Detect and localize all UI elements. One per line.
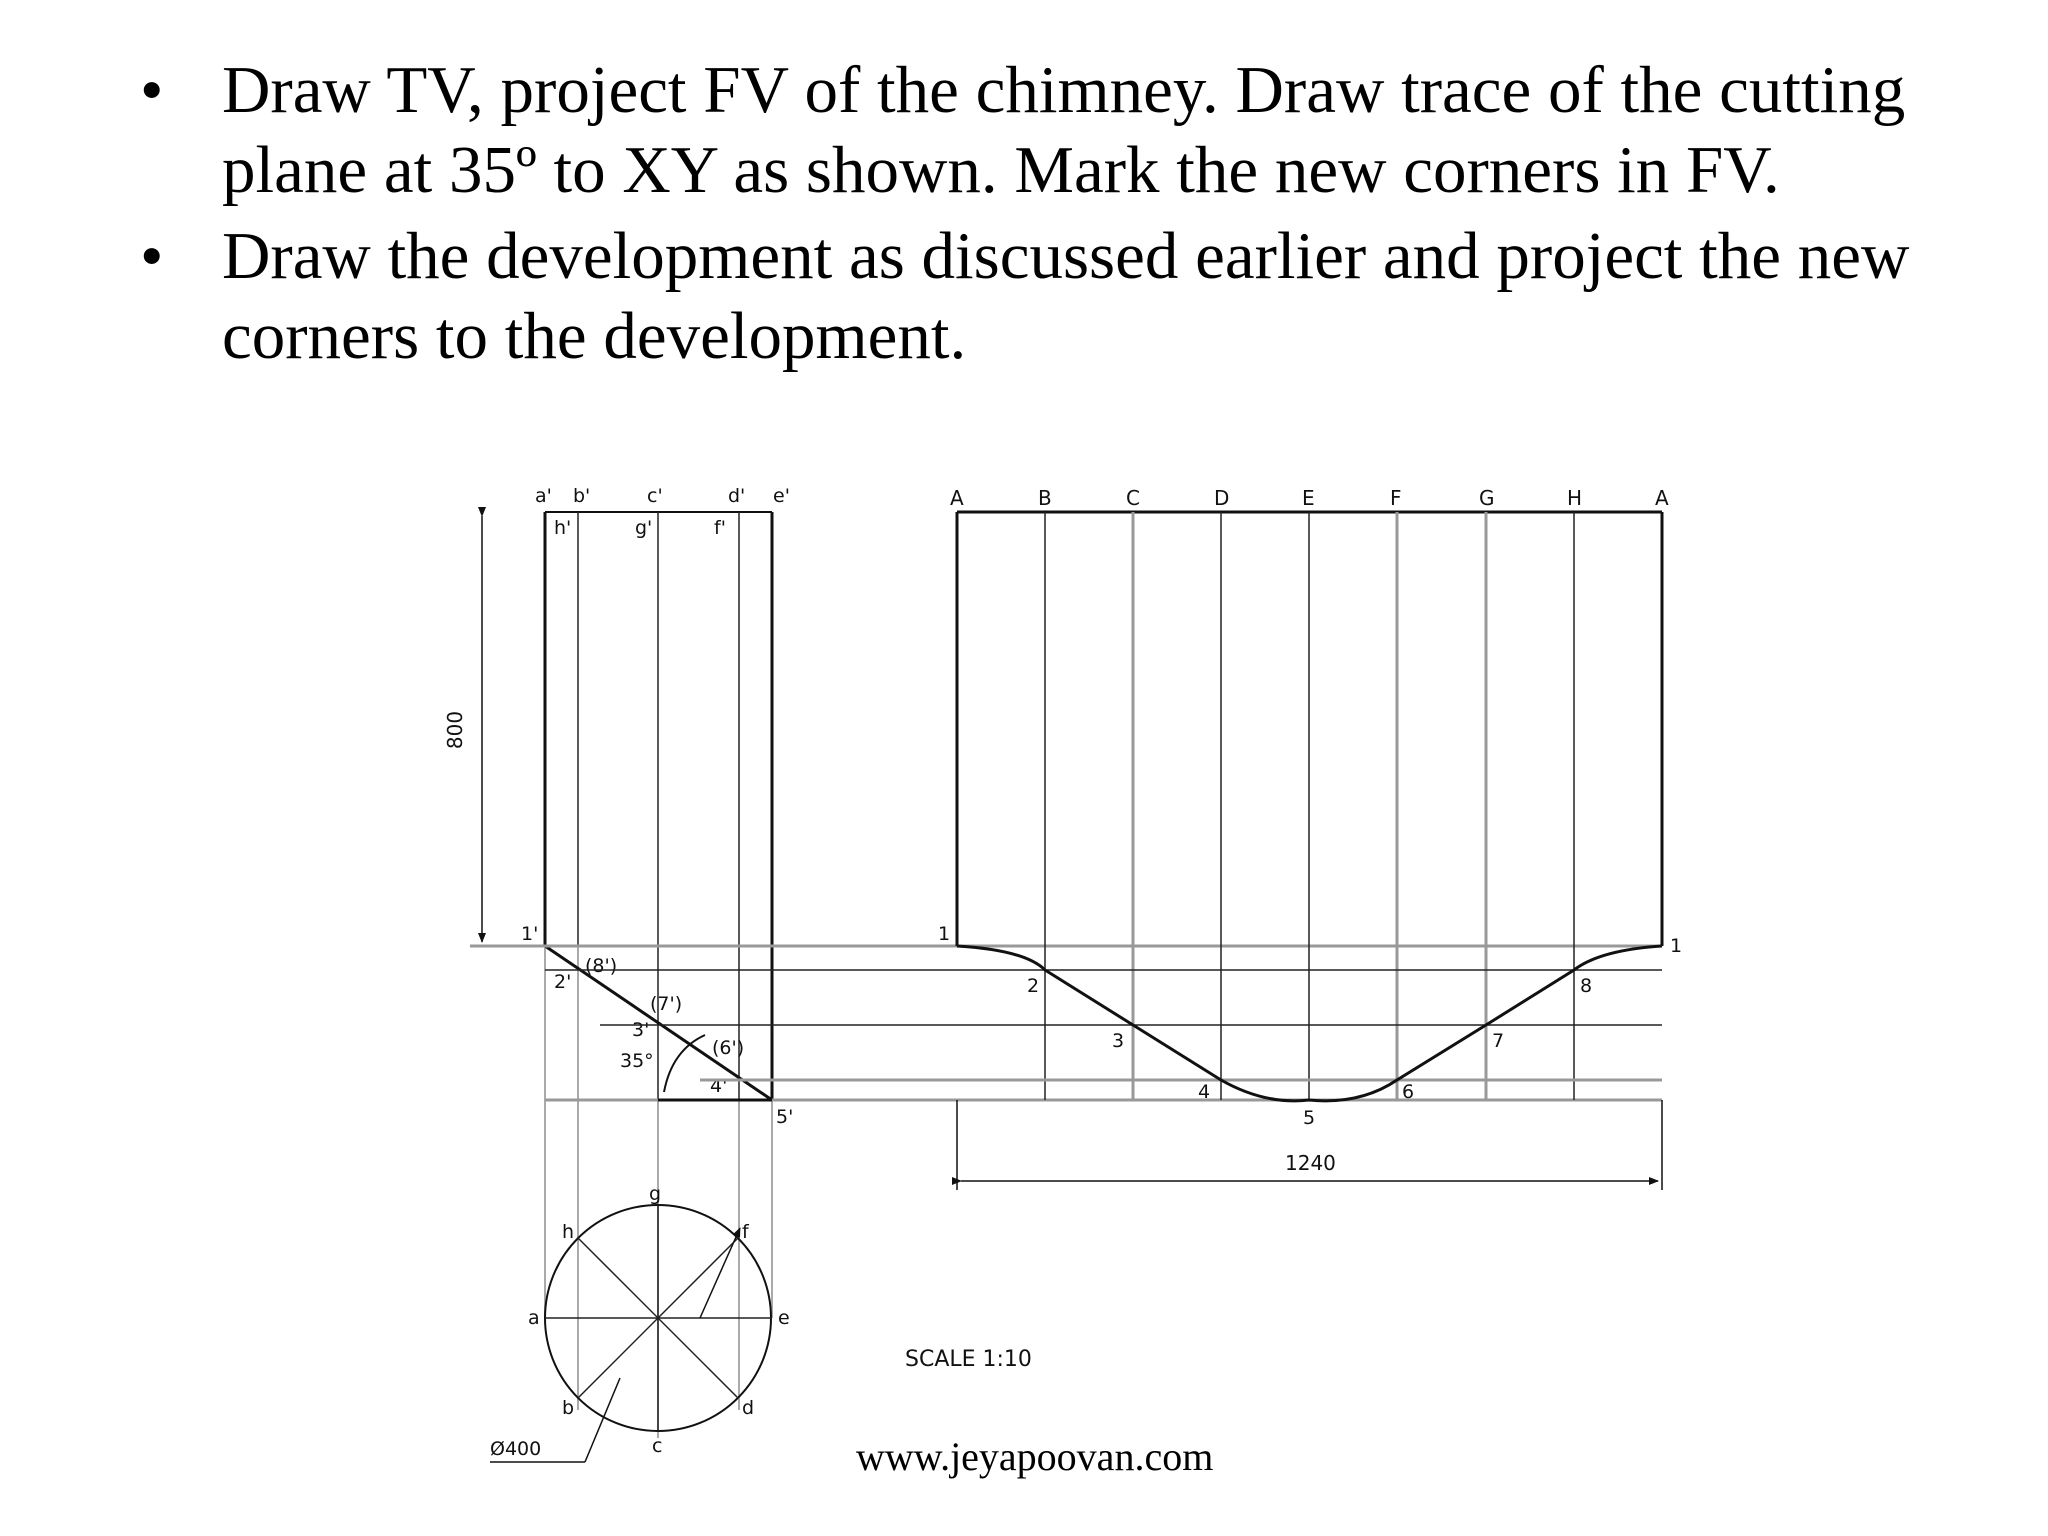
label-35-degrees: 35° — [620, 1050, 654, 1072]
dev-label-A-end: A — [1655, 486, 1669, 510]
label-g-prime: g' — [635, 517, 653, 539]
front-view — [443, 485, 1662, 1438]
tv-label-c: c — [652, 1435, 663, 1457]
dev-point-4: 4 — [1198, 1081, 1211, 1103]
dev-label-F: F — [1390, 486, 1402, 510]
height-dimension-text: 800 — [443, 710, 467, 750]
tv-label-a: a — [528, 1307, 540, 1329]
label-1-prime: 1' — [521, 923, 539, 945]
dev-point-2: 2 — [1027, 975, 1040, 997]
label-h-prime: h' — [554, 517, 572, 539]
bullet-dot: • — [140, 53, 164, 127]
label-f-prime: f' — [714, 517, 726, 539]
dev-point-8: 8 — [1580, 975, 1593, 997]
dev-point-7: 7 — [1492, 1030, 1505, 1052]
label-4-prime: 4' — [710, 1075, 728, 1097]
dev-point-6: 6 — [1402, 1081, 1415, 1103]
dev-label-D: D — [1214, 486, 1230, 510]
dev-point-1: 1 — [938, 923, 951, 945]
dev-width-dimension-text: 1240 — [1285, 1151, 1336, 1175]
dev-point-3: 3 — [1112, 1030, 1125, 1052]
dev-label-G: G — [1479, 486, 1495, 510]
label-2-prime: 2' — [554, 971, 572, 993]
footer-url: www.jeyapoovan.com — [856, 1434, 1214, 1479]
diameter-leader-arrow — [700, 1228, 740, 1318]
dev-label-A: A — [950, 486, 964, 510]
bullet-text: Draw the development as discussed earlier and project the new corners to the development. — [222, 219, 1910, 373]
label-e-prime: e' — [773, 485, 790, 507]
angle-arc — [664, 1035, 705, 1092]
label-8-prime: (8') — [585, 955, 618, 977]
bullet-dot: • — [140, 219, 164, 293]
dev-label-C: C — [1126, 486, 1140, 510]
dev-label-B: B — [1038, 486, 1052, 510]
tv-label-e: e — [778, 1307, 790, 1329]
dev-point-1-end: 1 — [1670, 935, 1683, 957]
tv-label-d: d — [742, 1397, 755, 1419]
diameter-leader — [585, 1378, 620, 1462]
label-d-prime: d' — [728, 485, 746, 507]
dev-label-E: E — [1302, 486, 1315, 510]
label-b-prime: b' — [573, 485, 591, 507]
bullet-text: Draw TV, project FV of the chimney. Draw trace of the cutting plane at 35º to XY as shown. Mark the new corners in FV. — [222, 53, 1906, 207]
label-a-prime: a' — [535, 485, 552, 507]
label-6-prime: (6') — [712, 1037, 745, 1059]
tv-label-f: f — [742, 1221, 749, 1243]
label-c-prime: c' — [647, 485, 663, 507]
label-5-prime: 5' — [776, 1106, 794, 1128]
top-view — [490, 1183, 790, 1462]
scale-note: SCALE 1:10 — [905, 1347, 1032, 1372]
dev-point-5: 5 — [1303, 1107, 1316, 1129]
diameter-label: Ø400 — [490, 1438, 542, 1460]
dev-label-H: H — [1567, 486, 1583, 510]
label-7-prime: (7') — [650, 993, 683, 1015]
tv-label-h: h — [562, 1221, 575, 1243]
label-3-prime: 3' — [632, 1019, 650, 1041]
tv-label-g: g — [649, 1183, 662, 1205]
tv-label-b: b — [562, 1397, 575, 1419]
